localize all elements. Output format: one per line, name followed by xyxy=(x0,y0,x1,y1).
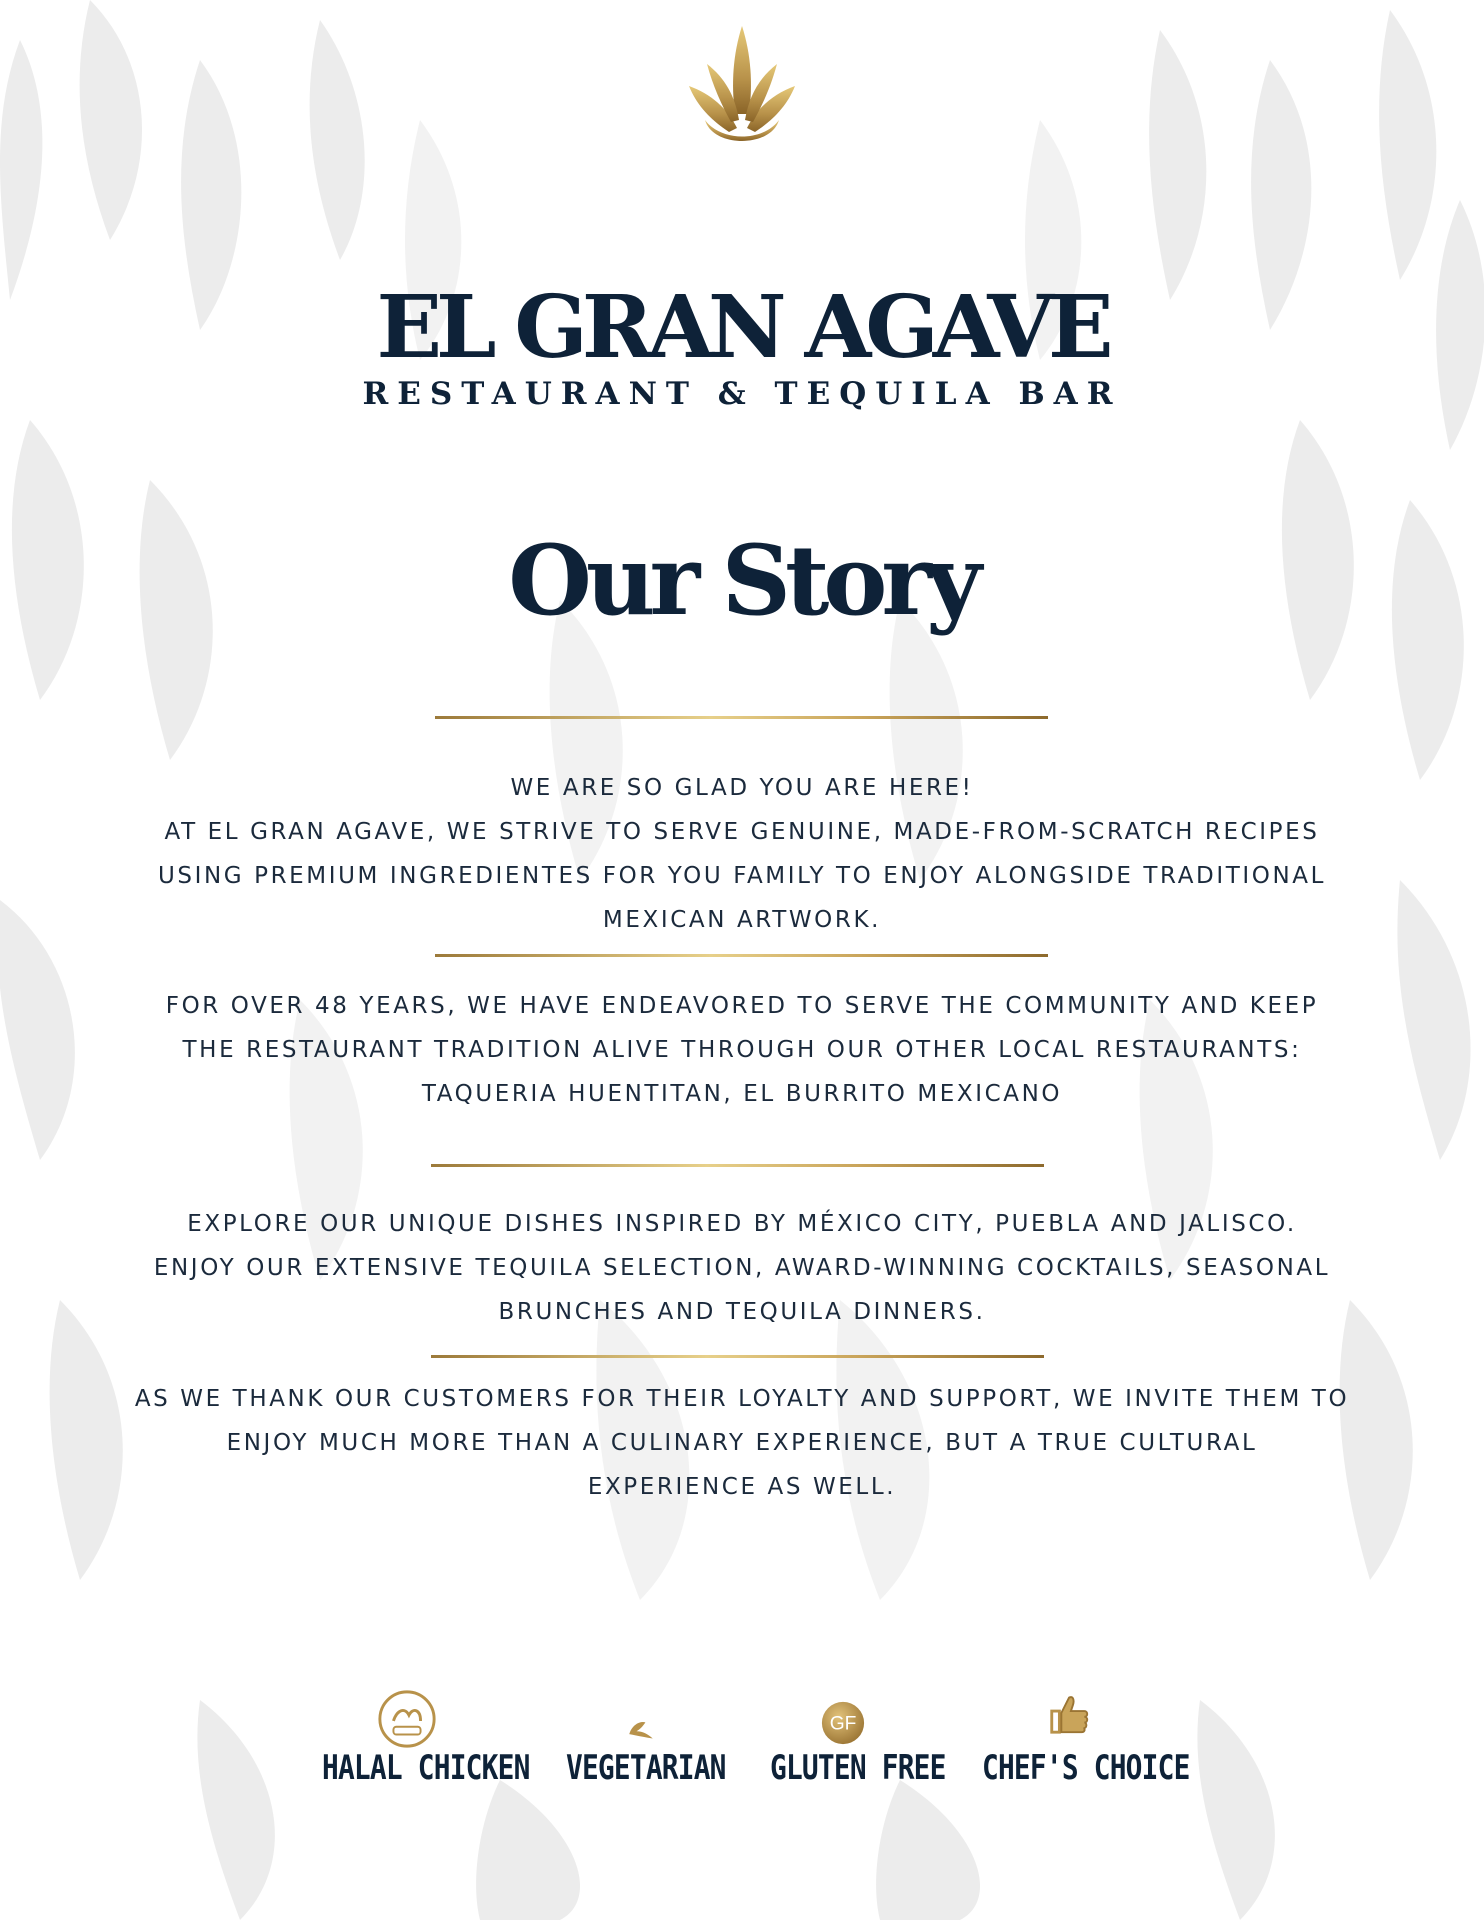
halal-icon xyxy=(376,1688,438,1750)
gold-divider xyxy=(435,954,1048,957)
story-paragraph-history xyxy=(70,984,1414,1116)
page-title: Our Story xyxy=(508,524,976,637)
gold-divider xyxy=(435,716,1048,719)
story-paragraph-welcome xyxy=(70,766,1414,942)
agave-logo-icon xyxy=(681,24,803,152)
story-paragraph-thanks xyxy=(70,1377,1414,1509)
paragraph-line: USING PREMIUM INGREDIENTES FOR YOU FAMILY TO ENJOY ALONGSIDE TRADITIONAL xyxy=(157,863,1327,889)
legend-label: GLUTEN FREE xyxy=(770,1748,946,1788)
paragraph-line: THE RESTAURANT TRADITION ALIVE THROUGH OUR OTHER LOCAL RESTAURANTS: xyxy=(182,1037,1302,1063)
gold-divider xyxy=(431,1164,1044,1167)
legend-label: VEGETARIAN xyxy=(566,1748,726,1788)
paragraph-line: WE ARE SO GLAD YOU ARE HERE! xyxy=(510,775,974,801)
legend-label: HALAL CHICKEN xyxy=(322,1748,530,1788)
paragraph-line: AS WE THANK OUR CUSTOMERS FOR THEIR LOYALTY AND SUPPORT, WE INVITE THEM TO xyxy=(134,1386,1350,1412)
paragraph-line: ENJOY OUR EXTENSIVE TEQUILA SELECTION, AWARD-WINNING COCKTAILS, SEASONAL xyxy=(153,1255,1331,1281)
legend-item-vegetarian xyxy=(566,1688,736,1788)
paragraph-line: BRUNCHES AND TEQUILA DINNERS. xyxy=(498,1299,986,1325)
paragraph-line: ENJOY MUCH MORE THAN A CULINARY EXPERIENCE, BUT A TRUE CULTURAL xyxy=(226,1430,1258,1456)
brand-tagline: RESTAURANT & TEQUILA BAR xyxy=(362,376,1122,412)
gluten-free-icon xyxy=(820,1700,866,1746)
gluten-free-icon-text: GF xyxy=(829,1713,857,1735)
paragraph-line: TAQUERIA HUENTITAN, EL BURRITO MEXICANO xyxy=(421,1081,1063,1107)
leaf-icon xyxy=(626,1718,656,1740)
dietary-legend xyxy=(0,1688,1484,1788)
legend-item-chefs-choice xyxy=(982,1688,1190,1788)
legend-label: CHEF'S CHOICE xyxy=(982,1748,1190,1788)
paragraph-line: EXPERIENCE AS WELL. xyxy=(587,1474,897,1500)
story-paragraph-explore xyxy=(70,1202,1414,1334)
gold-divider xyxy=(431,1355,1044,1358)
brand-name: EL GRAN AGAVE xyxy=(376,277,1108,378)
legend-item-halal xyxy=(320,1688,530,1788)
thumbs-up-icon xyxy=(1046,1688,1092,1738)
legend-item-gluten-free xyxy=(770,1688,950,1788)
paragraph-line: EXPLORE OUR UNIQUE DISHES INSPIRED BY MÉXICO CITY, PUEBLA AND JALISCO. xyxy=(187,1211,1297,1237)
paragraph-line: AT EL GRAN AGAVE, WE STRIVE TO SERVE GENUINE, MADE-FROM-SCRATCH RECIPES xyxy=(164,819,1320,845)
paragraph-line: MEXICAN ARTWORK. xyxy=(602,907,882,933)
paragraph-line: FOR OVER 48 YEARS, WE HAVE ENDEAVORED TO SERVE THE COMMUNITY AND KEEP xyxy=(165,993,1319,1019)
